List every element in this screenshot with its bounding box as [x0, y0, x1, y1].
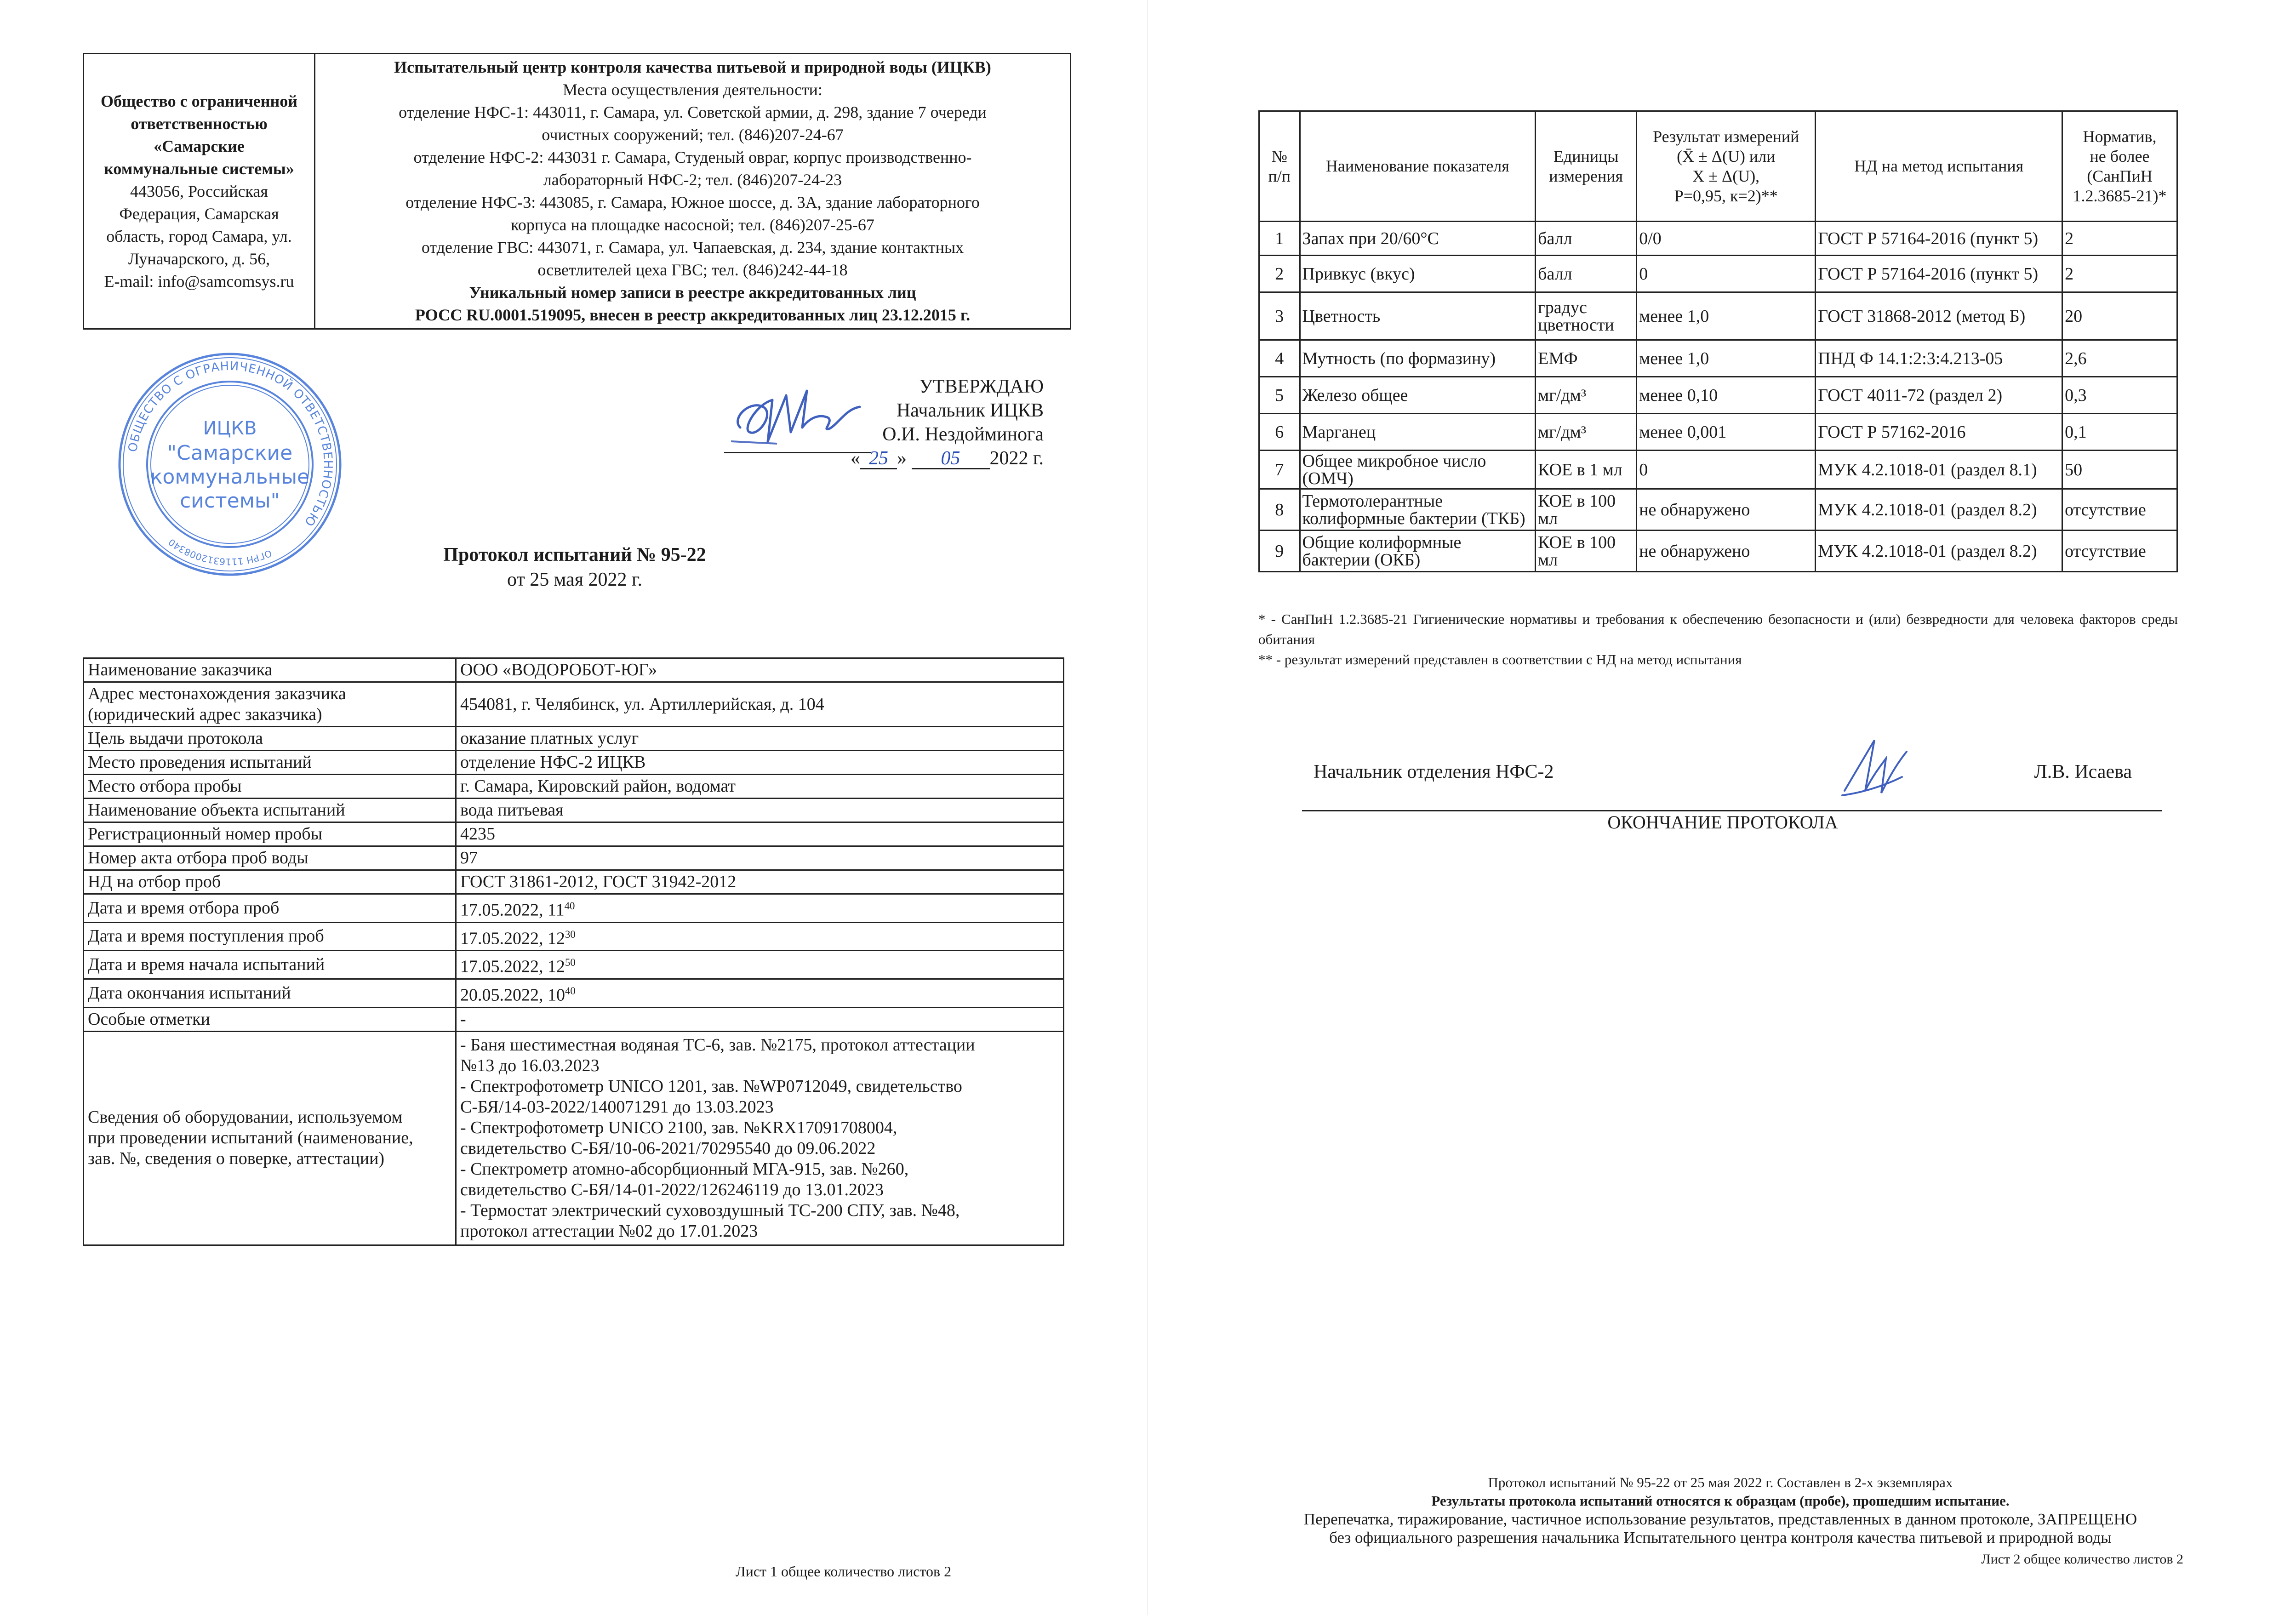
- row-number: 7: [1259, 451, 1300, 489]
- dept-line: отделение НФС-2: 443031 г. Самара, Студеный овраг, корпус производственно-: [413, 148, 972, 166]
- approval-position: Начальник ИЦКВ: [896, 400, 1044, 421]
- page-2: [1148, 0, 2296, 1615]
- col-result-header: [1637, 111, 1816, 222]
- org-line: 443056, Российская: [130, 182, 268, 200]
- info-value: [456, 870, 1064, 894]
- info-label: [84, 658, 456, 682]
- stamp-center-line: системы": [180, 489, 280, 513]
- unit-line: балл: [1538, 264, 1572, 284]
- equipment-line: С-БЯ/14-03-2022/140071291 до 13.03.2023: [460, 1097, 774, 1117]
- dept-line: лабораторный НФС-2; тел. (846)207-24-23: [543, 171, 842, 189]
- test-method: ГОСТ Р 57162-2016: [1816, 414, 2062, 451]
- equipment-line: - Термостат электрический суховоздушный ТС-200 СПУ, зав. №48,: [460, 1200, 960, 1220]
- unit: [1536, 451, 1637, 489]
- approval-year: 2022 г.: [989, 448, 1044, 469]
- unit-line: КОЕ в 100: [1538, 532, 1616, 552]
- info-label: [84, 922, 456, 951]
- norm-value: 0,3: [2062, 377, 2177, 414]
- result-value: 0: [1637, 451, 1816, 489]
- info-label: [84, 751, 456, 775]
- info-value-text: 97: [460, 848, 478, 867]
- result-row: [1259, 489, 2177, 531]
- unit-line: ЕМФ: [1538, 348, 1578, 368]
- col-method-header: НД на метод испытания: [1816, 111, 2062, 222]
- info-label: [84, 951, 456, 979]
- unit: [1536, 292, 1637, 340]
- row-number: 8: [1259, 489, 1300, 531]
- header-line: 1.2.3685-21)*: [2073, 186, 2167, 205]
- indicator-name: [1300, 489, 1536, 531]
- norm-value: отсутствие: [2062, 531, 2177, 572]
- footnote: ** - результат измерений представлен в соответствии с НД на метод испытания: [1258, 651, 1742, 668]
- footer-line: Протокол испытаний № 95-22 от 25 мая 2022 г. Составлен в 2-х экземплярах: [1488, 1474, 1953, 1490]
- sheet-label: Лист 2 общее количество листов 2: [1981, 1552, 2183, 1567]
- test-method: ГОСТ 4011-72 (раздел 2): [1816, 377, 2062, 414]
- info-label-text: Номер акта отбора проб воды: [88, 848, 308, 867]
- equipment-line: протокол аттестации №02 до 17.01.2023: [460, 1221, 758, 1241]
- indicator-name-line: колиформные бактерии (ТКБ): [1302, 508, 1525, 528]
- info-value: [456, 682, 1064, 727]
- org-line: Федерация, Самарская: [119, 204, 279, 223]
- info-value: [456, 775, 1064, 799]
- info-value: [456, 922, 1064, 951]
- info-value-text: ГОСТ 31861-2012, ГОСТ 31942-2012: [460, 872, 737, 891]
- accreditation-number: РОСС RU.0001.519095, внесен в реестр аккредитованных лиц 23.12.2015 г.: [415, 306, 971, 324]
- info-label: [84, 799, 456, 822]
- indicator-name-line: Цветность: [1302, 306, 1381, 326]
- info-value: [456, 979, 1064, 1007]
- header-table: [83, 53, 1071, 330]
- info-row: [84, 870, 1064, 894]
- indicator-name-line: Привкус (вкус): [1302, 264, 1415, 284]
- equipment-row: [84, 1031, 1064, 1245]
- dept-line: отделение НФС-3: 443085, г. Самара, Южное шоссе, д. 3А, здание лабораторного: [406, 193, 980, 211]
- unit: [1536, 377, 1637, 414]
- info-value: [456, 1007, 1064, 1031]
- info-value-text: вода питьевая: [460, 800, 564, 820]
- results-table: [1258, 110, 2178, 572]
- stamp-center-line: коммунальные: [150, 465, 310, 489]
- indicator-name-line: бактерии (ОКБ): [1302, 550, 1421, 570]
- row-number: 4: [1259, 340, 1300, 377]
- result-value: менее 0,001: [1637, 414, 1816, 451]
- info-row: [84, 951, 1064, 979]
- info-row: [84, 846, 1064, 870]
- info-label: [84, 870, 456, 894]
- dept-line: отделение ГВС: 443071, г. Самара, ул. Чапаевская, д. 234, здание контактных: [421, 238, 964, 257]
- info-row: [84, 922, 1064, 951]
- unit-line: балл: [1538, 228, 1572, 248]
- signature-line: [724, 452, 871, 453]
- unit: [1536, 489, 1637, 531]
- protocol-title-block: [322, 542, 828, 592]
- sample-info-table: [83, 657, 1064, 1246]
- test-method: ГОСТ Р 57164-2016 (пункт 5): [1816, 256, 2062, 292]
- info-row: [84, 799, 1064, 822]
- norm-value: 2: [2062, 222, 2177, 256]
- norm-value: 2: [2062, 256, 2177, 292]
- indicator-name-line: Марганец: [1302, 422, 1376, 442]
- info-label-text: Цель выдачи протокола: [88, 729, 263, 748]
- result-row: [1259, 340, 2177, 377]
- info-label: [84, 846, 456, 870]
- header-line: Норматив,: [2083, 127, 2157, 146]
- header-line: Единицы: [1553, 147, 1619, 165]
- result-value: не обнаружено: [1637, 489, 1816, 531]
- org-line: область, город Самара, ул.: [106, 227, 292, 245]
- info-value-text: 17.05.2022, 12: [460, 957, 565, 976]
- unit-line: градус: [1538, 297, 1587, 317]
- indicator-name: [1300, 292, 1536, 340]
- test-method: ГОСТ 31868-2012 (метод Б): [1816, 292, 2062, 340]
- test-method: МУК 4.2.1018-01 (раздел 8.2): [1816, 489, 2062, 531]
- header-line: (СанПиН: [2087, 166, 2153, 185]
- equipment-line: свидетельство С-БЯ/10-06-2021/70295540 до 09.06.2022: [460, 1138, 876, 1158]
- info-label-text: (юридический адрес заказчика): [88, 705, 322, 724]
- info-value: [456, 822, 1064, 846]
- footer-line: Результаты протокола испытаний относятся к образцам (пробе), прошедшим испытание.: [1431, 1493, 2010, 1509]
- info-row: [84, 658, 1064, 682]
- footer-line: без официального разрешения начальника Испытательного центра контроля качества питьевой и природной воды: [1329, 1529, 2112, 1547]
- indicator-name-line: Мутность (по формазину): [1302, 348, 1496, 368]
- info-value-text: 4235: [460, 824, 495, 844]
- equipment-label-line: зав. №, сведения о поверке, аттестации): [88, 1149, 385, 1169]
- test-method: МУК 4.2.1018-01 (раздел 8.2): [1816, 531, 2062, 572]
- info-value: [456, 894, 1064, 923]
- time-minutes: 50: [565, 957, 576, 969]
- header-line: P=0,95, к=2)**: [1674, 186, 1778, 205]
- info-value-text: -: [460, 1009, 466, 1029]
- info-label-text: Дата окончания испытаний: [88, 983, 291, 1003]
- unit-line: КОЕ в 100: [1538, 491, 1616, 511]
- indicator-name: [1300, 256, 1536, 292]
- org-line: ответственностью: [131, 114, 268, 133]
- col-number-header: [1259, 111, 1300, 222]
- info-row: [84, 979, 1064, 1007]
- organization-stamp: [115, 349, 345, 579]
- info-label: [84, 822, 456, 846]
- approval-date: « 25 » 05 2022 г.: [851, 448, 1044, 469]
- result-value: не обнаружено: [1637, 531, 1816, 572]
- org-line: Общество с ограниченной: [100, 91, 297, 110]
- norm-value: 20: [2062, 292, 2177, 340]
- equipment-line: - Спектрофотометр UNICO 1201, зав. №WP0712049, свидетельство: [460, 1076, 962, 1096]
- result-value: менее 0,10: [1637, 377, 1816, 414]
- equipment-line: - Баня шестиместная водяная ТС-6, зав. №2175, протокол аттестации: [460, 1035, 975, 1055]
- dept-line: осветлителей цеха ГВС; тел. (846)242-44-18: [537, 261, 848, 279]
- indicator-name: [1300, 531, 1536, 572]
- unit-line: мг/дм³: [1538, 422, 1587, 442]
- header-line: №: [1271, 147, 1287, 165]
- norm-value: 2,6: [2062, 340, 2177, 377]
- info-value-text: оказание платных услуг: [460, 729, 639, 748]
- organization-cell: [84, 54, 315, 329]
- header-line: не более: [2090, 147, 2150, 165]
- unit-line: мг/дм³: [1538, 385, 1587, 405]
- test-method: МУК 4.2.1018-01 (раздел 8.1): [1816, 451, 2062, 489]
- info-label-text: Наименование заказчика: [88, 660, 273, 679]
- stamp-center-line: "Самарские: [167, 441, 293, 465]
- equipment-label: [84, 1031, 456, 1245]
- org-email: E-mail: info@samcomsys.ru: [104, 272, 294, 291]
- header-line: п/п: [1268, 166, 1291, 185]
- head-signature: [1833, 731, 1911, 805]
- time-minutes: 40: [564, 900, 575, 912]
- places-label: Места осуществления деятельности:: [563, 80, 822, 99]
- info-value-text: г. Самара, Кировский район, водомат: [460, 776, 736, 796]
- unit: [1536, 222, 1637, 256]
- info-value: [456, 658, 1064, 682]
- test-center-title: Испытательный центр контроля качества питьевой и природной воды (ИЦКВ): [394, 58, 991, 76]
- info-label-text: Адрес местонахождения заказчика: [88, 684, 346, 703]
- info-row: [84, 775, 1064, 799]
- info-row: [84, 751, 1064, 775]
- info-label: [84, 682, 456, 727]
- unit: [1536, 414, 1637, 451]
- indicator-name-line: Общие колиформные: [1302, 532, 1462, 552]
- stamp-center-line: ИЦКВ: [203, 418, 257, 439]
- test-method: ГОСТ Р 57164-2016 (пункт 5): [1816, 222, 2062, 256]
- unit-line: мл: [1538, 508, 1558, 528]
- equipment-list: [456, 1031, 1064, 1245]
- equipment-line: №13 до 16.03.2023: [460, 1056, 600, 1075]
- header-line: Результат измерений: [1653, 127, 1799, 146]
- head-title: Начальник отделения НФС-2: [1314, 761, 1554, 782]
- result-value: менее 1,0: [1637, 292, 1816, 340]
- test-center-cell: [315, 54, 1071, 329]
- protocol-end-label: ОКОНЧАНИЕ ПРОТОКОЛА: [1607, 812, 1838, 833]
- sheet-label: Лист 1 общее количество листов 2: [736, 1563, 952, 1580]
- org-line: коммунальные системы»: [104, 159, 294, 178]
- col-unit-header: [1536, 111, 1637, 222]
- norm-value: отсутствие: [2062, 489, 2177, 531]
- indicator-name-line: Общее микробное число: [1302, 451, 1486, 471]
- protocol-footer: [1258, 1473, 2182, 1547]
- footer-line: Перепечатка, тиражирование, частичное использование результатов, представленных в данном протоколе, ЗАПРЕЩЕНО: [1303, 1510, 2137, 1528]
- info-label-text: Дата и время поступления проб: [88, 926, 324, 946]
- header-line: измерения: [1549, 166, 1623, 185]
- info-value: [456, 751, 1064, 775]
- info-value-text: отделение НФС-2 ИЦКВ: [460, 753, 646, 772]
- info-row: [84, 822, 1064, 846]
- info-label-text: Дата и время начала испытаний: [88, 955, 325, 975]
- col-norm-header: [2062, 111, 2177, 222]
- protocol-date: от 25 мая 2022 г.: [507, 569, 643, 590]
- info-label: [84, 894, 456, 923]
- result-value: 0: [1637, 256, 1816, 292]
- unit-line: цветности: [1538, 315, 1614, 335]
- result-row: [1259, 292, 2177, 340]
- info-value-text: 17.05.2022, 11: [460, 900, 565, 920]
- row-number: 2: [1259, 256, 1300, 292]
- info-label-text: Место проведения испытаний: [88, 753, 312, 772]
- unit: [1536, 256, 1637, 292]
- footnotes: [1258, 609, 2178, 670]
- info-value-text: 454081, г. Челябинск, ул. Артиллерийская, д. 104: [460, 694, 824, 714]
- dept-line: корпуса на площадке насосной; тел. (846)207-25-67: [511, 216, 874, 234]
- approval-day: 25: [860, 449, 897, 469]
- indicator-name: [1300, 451, 1536, 489]
- result-value: менее 1,0: [1637, 340, 1816, 377]
- unit: [1536, 340, 1637, 377]
- info-value: [456, 846, 1064, 870]
- approval-name: О.И. Нездойминога: [882, 424, 1044, 445]
- org-line: Луначарского, д. 56,: [128, 249, 270, 268]
- info-value-text: 20.05.2022, 10: [460, 985, 565, 1005]
- info-row: [84, 682, 1064, 727]
- result-row: [1259, 531, 2177, 572]
- row-number: 9: [1259, 531, 1300, 572]
- info-label-text: Особые отметки: [88, 1009, 210, 1029]
- protocol-title: Протокол испытаний № 95-22: [443, 544, 706, 565]
- indicator-name-line: Запах при 20/60°С: [1302, 228, 1439, 248]
- result-row: [1259, 377, 2177, 414]
- info-label-text: Место отбора пробы: [88, 776, 242, 796]
- footnote: * - СанПиН 1.2.3685-21 Гигиенические нормативы и требования к обеспечению безопасности и (или) безвредности для человека факторов среды обитания: [1258, 611, 2178, 647]
- row-number: 1: [1259, 222, 1300, 256]
- row-number: 3: [1259, 292, 1300, 340]
- indicator-name-line: Термотолерантные: [1302, 491, 1443, 511]
- info-value: [456, 727, 1064, 751]
- unit-line: КОЕ в 1 мл: [1538, 460, 1622, 479]
- approval-block: [782, 375, 1044, 470]
- approval-month: 05: [912, 449, 990, 469]
- row-number: 6: [1259, 414, 1300, 451]
- info-label-text: Дата и время отбора проб: [88, 898, 280, 918]
- info-row: [84, 1007, 1064, 1031]
- stamp-ogrn: ОГРН 1116312008340: [166, 536, 274, 568]
- indicator-name: [1300, 377, 1536, 414]
- result-row: [1259, 414, 2177, 451]
- result-value: 0/0: [1637, 222, 1816, 256]
- indicator-name-line: Железо общее: [1302, 385, 1408, 405]
- equipment-line: - Спектрометр атомно-абсорбционный МГА-915, зав. №260,: [460, 1159, 909, 1179]
- time-minutes: 30: [565, 928, 576, 940]
- row-number: 5: [1259, 377, 1300, 414]
- info-value-text: 17.05.2022, 12: [460, 929, 565, 948]
- info-label-text: Регистрационный номер пробы: [88, 824, 323, 844]
- info-label: [84, 979, 456, 1007]
- info-label-text: НД на отбор проб: [88, 872, 221, 891]
- result-row: [1259, 451, 2177, 489]
- norm-value: 50: [2062, 451, 2177, 489]
- results-header-row: [1259, 111, 2177, 222]
- info-row: [84, 894, 1064, 923]
- org-line: «Самарские: [154, 137, 245, 155]
- result-row: [1259, 222, 2177, 256]
- info-label: [84, 775, 456, 799]
- test-method: ПНД Ф 14.1:2:3:4.213-05: [1816, 340, 2062, 377]
- info-label-text: Наименование объекта испытаний: [88, 800, 345, 820]
- stamp-ring-text: ОБЩЕСТВО С ОГРАНИЧЕННОЙ ОТВЕТСТВЕННОСТЬЮ: [126, 359, 335, 529]
- info-label: [84, 727, 456, 751]
- indicator-name: [1300, 340, 1536, 377]
- equipment-line: свидетельство С-БЯ/14-01-2022/126246119 до 13.01.2023: [460, 1180, 884, 1199]
- head-name: Л.В. Исаева: [2034, 761, 2132, 782]
- equipment-label-line: Сведения об оборудовании, используемом: [88, 1107, 403, 1127]
- indicator-name-line: (ОМЧ): [1302, 468, 1354, 488]
- approval-heading: УТВЕРЖДАЮ: [919, 376, 1044, 397]
- equipment-label-line: при проведении испытаний (наименование,: [88, 1128, 413, 1148]
- time-minutes: 40: [565, 985, 576, 997]
- unit: [1536, 531, 1637, 572]
- header-line: X ± Δ(U),: [1692, 166, 1760, 185]
- info-label: [84, 1007, 456, 1031]
- dept-line: очистных сооружений; тел. (846)207-24-67: [542, 126, 844, 144]
- accreditation-line: Уникальный номер записи в реестре аккредитованных лиц: [469, 283, 916, 302]
- indicator-name: [1300, 414, 1536, 451]
- info-value: [456, 799, 1064, 822]
- indicator-name: [1300, 222, 1536, 256]
- equipment-line: - Спектрофотометр UNICO 2100, зав. №KRX17091708004,: [460, 1118, 897, 1137]
- info-value: [456, 951, 1064, 979]
- dept-line: отделение НФС-1: 443011, г. Самара, ул. Советской армии, д. 298, здание 7 очереди: [399, 103, 987, 121]
- col-indicator-header: Наименование показателя: [1300, 111, 1536, 222]
- norm-value: 0,1: [2062, 414, 2177, 451]
- result-row: [1259, 256, 2177, 292]
- info-value-text: ООО «ВОДОРОБОТ-ЮГ»: [460, 660, 657, 679]
- info-row: [84, 727, 1064, 751]
- unit-line: мл: [1538, 550, 1558, 570]
- header-line: (X̄ ± Δ(U) или: [1677, 147, 1776, 165]
